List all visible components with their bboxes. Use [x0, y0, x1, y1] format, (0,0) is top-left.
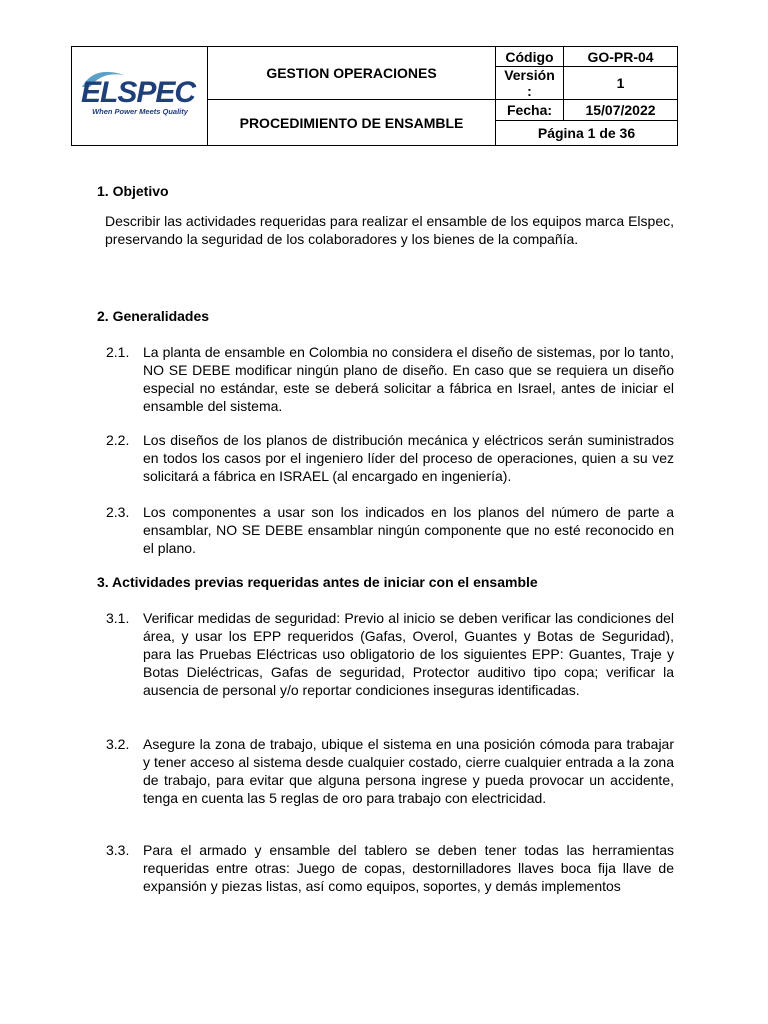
version-label: Versión : — [496, 67, 564, 100]
title-gestion: GESTION OPERACIONES — [208, 47, 496, 100]
page-indicator: Página 1 de 36 — [496, 121, 678, 146]
item-number: 3.1. — [106, 610, 130, 626]
logo-wordmark: ELSPEC — [80, 76, 196, 109]
list-item: Verificar medidas de seguridad: Previo al inicio se deben verificar las condiciones del área, y usar los EPP requeridos (Gafas, Overol, Guantes y Botas de Seguridad), para las Pruebas Eléctricas uso obligatorio de los siguientes EPP: Guantes, Traje y Botas Dieléctricas, Gafas de seguridad, Protector auditivo tipo copa; verificar la ausencia de personal y/o reportar condiciones inseguras identificadas. — [143, 610, 674, 698]
list-item: Los diseños de los planos de distribución mecánica y eléctricos serán suministrados en todos los casos por el ingeniero líder del proceso de operaciones, quien a su vez solicitará a fábrica en ISRAEL (al encargado en ingeniería). — [143, 432, 674, 484]
section-heading-objetivo: 1. Objetivo — [97, 183, 169, 199]
item-number: 2.3. — [106, 504, 130, 520]
fecha-label: Fecha: — [496, 100, 564, 121]
version-value: 1 — [564, 67, 678, 100]
item-number: 3.3. — [106, 842, 130, 858]
document-header — [71, 46, 678, 146]
objetivo-paragraph: Describir las actividades requeridas para realizar el ensamble de los equipos marca Elspec, preservando la seguridad de los colaboradores y los bienes de la compañía. — [105, 213, 674, 247]
section-heading-generalidades: 2. Generalidades — [97, 308, 210, 324]
logo-cell — [72, 47, 208, 146]
list-item: La planta de ensamble en Colombia no considera el diseño de sistemas, por lo tanto, NO SE DEBE modificar ningún plano de diseño. En caso que se requiera un diseño especial no estándar, este se deberá solicitar a fábrica en Israel, antes de iniciar el ensamble del sistema. — [143, 344, 674, 414]
list-item: Los componentes a usar son los indicados en los planos del número de parte a ensamblar, NO SE DEBE ensamblar ningún componente que no esté reconocido en el plano. — [143, 504, 674, 556]
codigo-value: GO-PR-04 — [564, 47, 678, 67]
codigo-label: Código — [496, 47, 564, 67]
section-heading-actividades: 3. Actividades previas requeridas antes de iniciar con el ensamble — [97, 574, 538, 590]
item-number: 3.2. — [106, 736, 130, 752]
fecha-value: 15/07/2022 — [564, 100, 678, 121]
logo-tagline: When Power Meets Quality — [92, 107, 188, 116]
list-item: Asegure la zona de trabajo, ubique el sistema en una posición cómoda para trabajar y tener acceso al sistema desde cualquier costado, cierre cualquier entrada a la zona de trabajo, para evitar que alguna persona ingrese y pueda provocar un accidente, tenga en cuenta las 5 reglas de oro para trabajo con electricidad. — [143, 736, 674, 806]
item-number: 2.2. — [106, 432, 130, 448]
item-number: 2.1. — [106, 344, 130, 360]
title-procedimiento: PROCEDIMIENTO DE ENSAMBLE — [208, 100, 496, 146]
elspec-logo — [72, 47, 207, 145]
list-item: Para el armado y ensamble del tablero se deben tener todas las herramientas requeridas entre otras: Juego de copas, destornilladores llaves boca fija llave de expansión y piezas listas, así como equipos, soportes, y demás implementos — [143, 842, 674, 894]
